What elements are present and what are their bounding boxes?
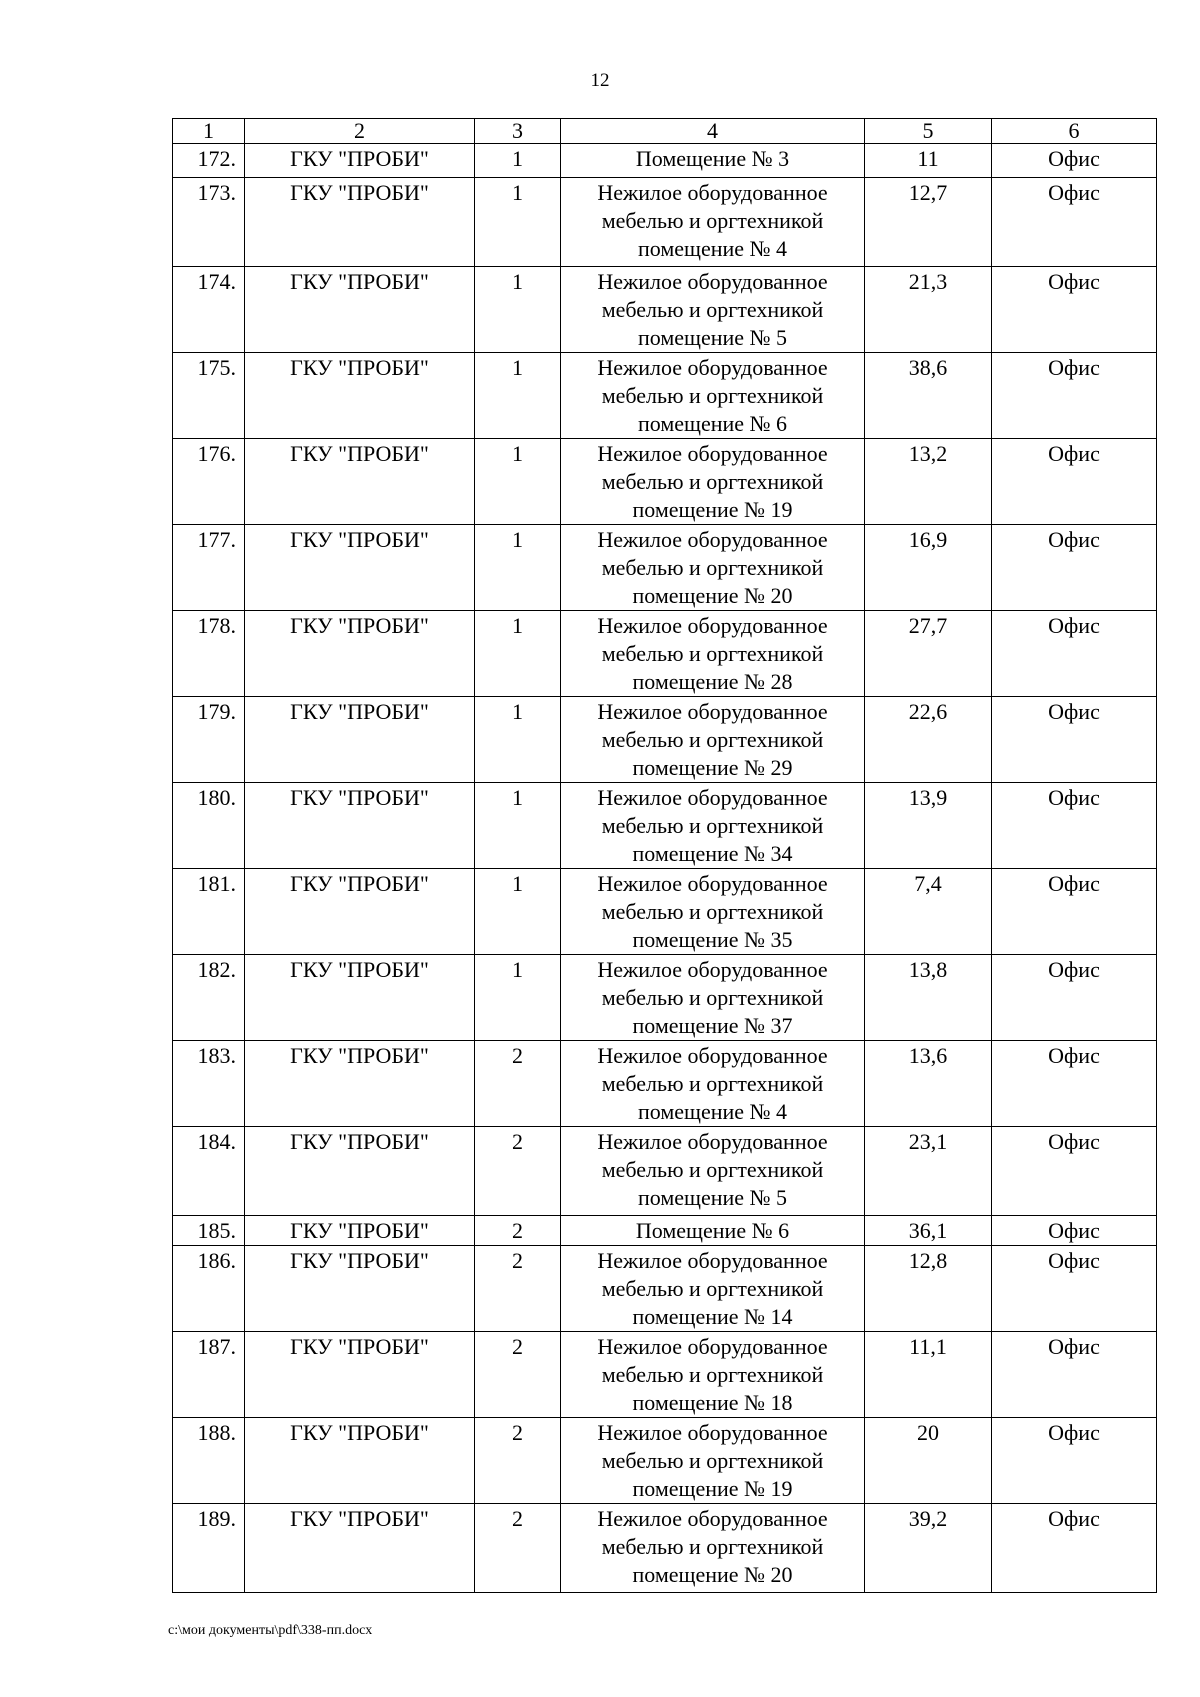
organization-cell: ГКУ "ПРОБИ" [245,1504,475,1593]
usage-cell: Офис [992,525,1157,611]
area-cell: 13,8 [865,955,992,1041]
organization-cell: ГКУ "ПРОБИ" [245,525,475,611]
premises-table [172,118,1157,1593]
description-line: Нежилое оборудованное [597,355,828,380]
description-cell [561,1041,865,1127]
table-row [173,1127,1157,1216]
table-row [173,267,1157,353]
floor-cell: 2 [475,1418,561,1504]
floor-cell: 1 [475,525,561,611]
column-header: 5 [865,119,992,144]
description-cell [561,267,865,353]
area-cell: 12,8 [865,1246,992,1332]
description-line: Нежилое оборудованное [597,1334,828,1359]
area-cell: 21,3 [865,267,992,353]
area-cell: 7,4 [865,869,992,955]
description-cell [561,144,865,178]
description-cell [561,697,865,783]
description-line: помещение № 29 [632,755,793,780]
floor-cell: 1 [475,178,561,267]
row-number-cell: 187. [173,1332,245,1418]
organization-cell: ГКУ "ПРОБИ" [245,144,475,178]
organization-cell: ГКУ "ПРОБИ" [245,1216,475,1246]
column-header: 6 [992,119,1157,144]
description-line: Нежилое оборудованное [597,1248,828,1273]
description-line: помещение № 18 [632,1390,793,1415]
floor-cell: 1 [475,267,561,353]
floor-cell: 2 [475,1041,561,1127]
row-number-cell: 188. [173,1418,245,1504]
description-line: помещение № 6 [637,411,788,436]
usage-cell: Офис [992,783,1157,869]
description-cell [561,1418,865,1504]
table-row [173,1418,1157,1504]
description-line: Нежилое оборудованное [597,1506,828,1531]
organization-cell: ГКУ "ПРОБИ" [245,697,475,783]
area-cell: 12,7 [865,178,992,267]
description-line: мебелью и оргтехникой [601,1448,824,1473]
organization-cell: ГКУ "ПРОБИ" [245,1418,475,1504]
area-cell: 36,1 [865,1216,992,1246]
table-row [173,869,1157,955]
description-line: помещение № 14 [632,1304,793,1329]
row-number-cell: 174. [173,267,245,353]
floor-cell: 1 [475,353,561,439]
table-row [173,697,1157,783]
row-number-cell: 182. [173,955,245,1041]
table-row [173,353,1157,439]
table-row [173,525,1157,611]
row-number-cell: 186. [173,1246,245,1332]
column-header: 3 [475,119,561,144]
description-line: Нежилое оборудованное [597,1043,828,1068]
row-number-cell: 183. [173,1041,245,1127]
area-cell: 13,2 [865,439,992,525]
description-line: Помещение № 6 [635,1218,790,1243]
table-row [173,1246,1157,1332]
description-line: помещение № 35 [632,927,793,952]
column-header: 4 [561,119,865,144]
table-row [173,1041,1157,1127]
description-cell [561,525,865,611]
floor-cell: 1 [475,611,561,697]
usage-cell: Офис [992,1246,1157,1332]
row-number-cell: 179. [173,697,245,783]
description-line: помещение № 4 [637,1099,788,1124]
usage-cell: Офис [992,353,1157,439]
footer-file-path: c:\мои документы\pdf\338-пп.docx [168,1623,373,1638]
description-line: мебелью и оргтехникой [601,727,824,752]
description-line: Нежилое оборудованное [597,269,828,294]
row-number-cell: 181. [173,869,245,955]
table-row [173,955,1157,1041]
description-line: Нежилое оборудованное [597,613,828,638]
floor-cell: 1 [475,439,561,525]
description-line: мебелью и оргтехникой [601,1362,824,1387]
floor-cell: 2 [475,1504,561,1593]
row-number-cell: 189. [173,1504,245,1593]
table-row [173,611,1157,697]
description-cell [561,611,865,697]
usage-cell: Офис [992,144,1157,178]
description-cell [561,353,865,439]
floor-cell: 1 [475,955,561,1041]
organization-cell: ГКУ "ПРОБИ" [245,1332,475,1418]
description-line: мебелью и оргтехникой [601,641,824,666]
row-number-cell: 184. [173,1127,245,1216]
description-line: помещение № 37 [632,1013,793,1038]
usage-cell: Офис [992,178,1157,267]
row-number-cell: 177. [173,525,245,611]
page-number: 12 [590,70,610,91]
organization-cell: ГКУ "ПРОБИ" [245,353,475,439]
description-line: мебелью и оргтехникой [601,1276,824,1301]
table-body [173,144,1157,1593]
table-row [173,178,1157,267]
row-number-cell: 175. [173,353,245,439]
area-cell: 20 [865,1418,992,1504]
area-cell: 22,6 [865,697,992,783]
usage-cell: Офис [992,439,1157,525]
organization-cell: ГКУ "ПРОБИ" [245,1127,475,1216]
usage-cell: Офис [992,1216,1157,1246]
description-line: мебелью и оргтехникой [601,383,824,408]
description-line: Нежилое оборудованное [597,1420,828,1445]
area-cell: 27,7 [865,611,992,697]
floor-cell: 1 [475,697,561,783]
description-line: помещение № 28 [632,669,793,694]
floor-cell: 1 [475,869,561,955]
organization-cell: ГКУ "ПРОБИ" [245,439,475,525]
column-header: 1 [173,119,245,144]
description-cell [561,869,865,955]
organization-cell: ГКУ "ПРОБИ" [245,783,475,869]
table-row [173,1332,1157,1418]
usage-cell: Офис [992,267,1157,353]
description-line: Нежилое оборудованное [597,1129,828,1154]
organization-cell: ГКУ "ПРОБИ" [245,869,475,955]
row-number-cell: 180. [173,783,245,869]
description-cell [561,955,865,1041]
description-line: Нежилое оборудованное [597,441,828,466]
organization-cell: ГКУ "ПРОБИ" [245,1246,475,1332]
usage-cell: Офис [992,1041,1157,1127]
description-line: Нежилое оборудованное [597,957,828,982]
usage-cell: Офис [992,1127,1157,1216]
table-header-row [173,119,1157,144]
description-line: помещение № 20 [632,583,793,608]
area-cell: 16,9 [865,525,992,611]
description-cell [561,439,865,525]
area-cell: 23,1 [865,1127,992,1216]
description-line: мебелью и оргтехникой [601,297,824,322]
organization-cell: ГКУ "ПРОБИ" [245,178,475,267]
usage-cell: Офис [992,955,1157,1041]
description-line: помещение № 34 [632,841,793,866]
description-line: помещение № 20 [632,1562,793,1587]
description-cell [561,1216,865,1246]
description-line: мебелью и оргтехникой [601,1157,824,1182]
description-cell [561,178,865,267]
description-cell [561,1332,865,1418]
description-line: Нежилое оборудованное [597,180,828,205]
organization-cell: ГКУ "ПРОБИ" [245,611,475,697]
description-line: Нежилое оборудованное [597,699,828,724]
description-line: помещение № 5 [637,1185,788,1210]
table-row [173,783,1157,869]
column-header: 2 [245,119,475,144]
area-cell: 13,9 [865,783,992,869]
floor-cell: 2 [475,1246,561,1332]
description-line: помещение № 5 [637,325,788,350]
area-cell: 13,6 [865,1041,992,1127]
description-line: Нежилое оборудованное [597,785,828,810]
row-number-cell: 176. [173,439,245,525]
usage-cell: Офис [992,697,1157,783]
table-row [173,144,1157,178]
usage-cell: Офис [992,1504,1157,1593]
description-line: помещение № 19 [632,497,793,522]
row-number-cell: 173. [173,178,245,267]
organization-cell: ГКУ "ПРОБИ" [245,267,475,353]
row-number-cell: 185. [173,1216,245,1246]
description-line: мебелью и оргтехникой [601,555,824,580]
description-line: мебелью и оргтехникой [601,985,824,1010]
description-line: мебелью и оргтехникой [601,469,824,494]
floor-cell: 1 [475,144,561,178]
description-line: Нежилое оборудованное [597,871,828,896]
usage-cell: Офис [992,869,1157,955]
table-row [173,1216,1157,1246]
floor-cell: 2 [475,1332,561,1418]
description-line: Помещение № 3 [635,146,790,171]
description-cell [561,1504,865,1593]
organization-cell: ГКУ "ПРОБИ" [245,955,475,1041]
description-line: мебелью и оргтехникой [601,899,824,924]
description-line: помещение № 4 [637,236,788,261]
table-row [173,1504,1157,1593]
floor-cell: 2 [475,1127,561,1216]
description-line: мебелью и оргтехникой [601,1534,824,1559]
usage-cell: Офис [992,611,1157,697]
description-line: мебелью и оргтехникой [601,1071,824,1096]
description-cell [561,1246,865,1332]
table-row [173,439,1157,525]
description-line: помещение № 19 [632,1476,793,1501]
row-number-cell: 178. [173,611,245,697]
organization-cell: ГКУ "ПРОБИ" [245,1041,475,1127]
usage-cell: Офис [992,1332,1157,1418]
floor-cell: 1 [475,783,561,869]
description-line: Нежилое оборудованное [597,527,828,552]
description-line: мебелью и оргтехникой [601,208,824,233]
area-cell: 11,1 [865,1332,992,1418]
description-cell [561,783,865,869]
description-line: мебелью и оргтехникой [601,813,824,838]
area-cell: 39,2 [865,1504,992,1593]
usage-cell: Офис [992,1418,1157,1504]
row-number-cell: 172. [173,144,245,178]
floor-cell: 2 [475,1216,561,1246]
description-cell [561,1127,865,1216]
area-cell: 38,6 [865,353,992,439]
area-cell: 11 [865,144,992,178]
